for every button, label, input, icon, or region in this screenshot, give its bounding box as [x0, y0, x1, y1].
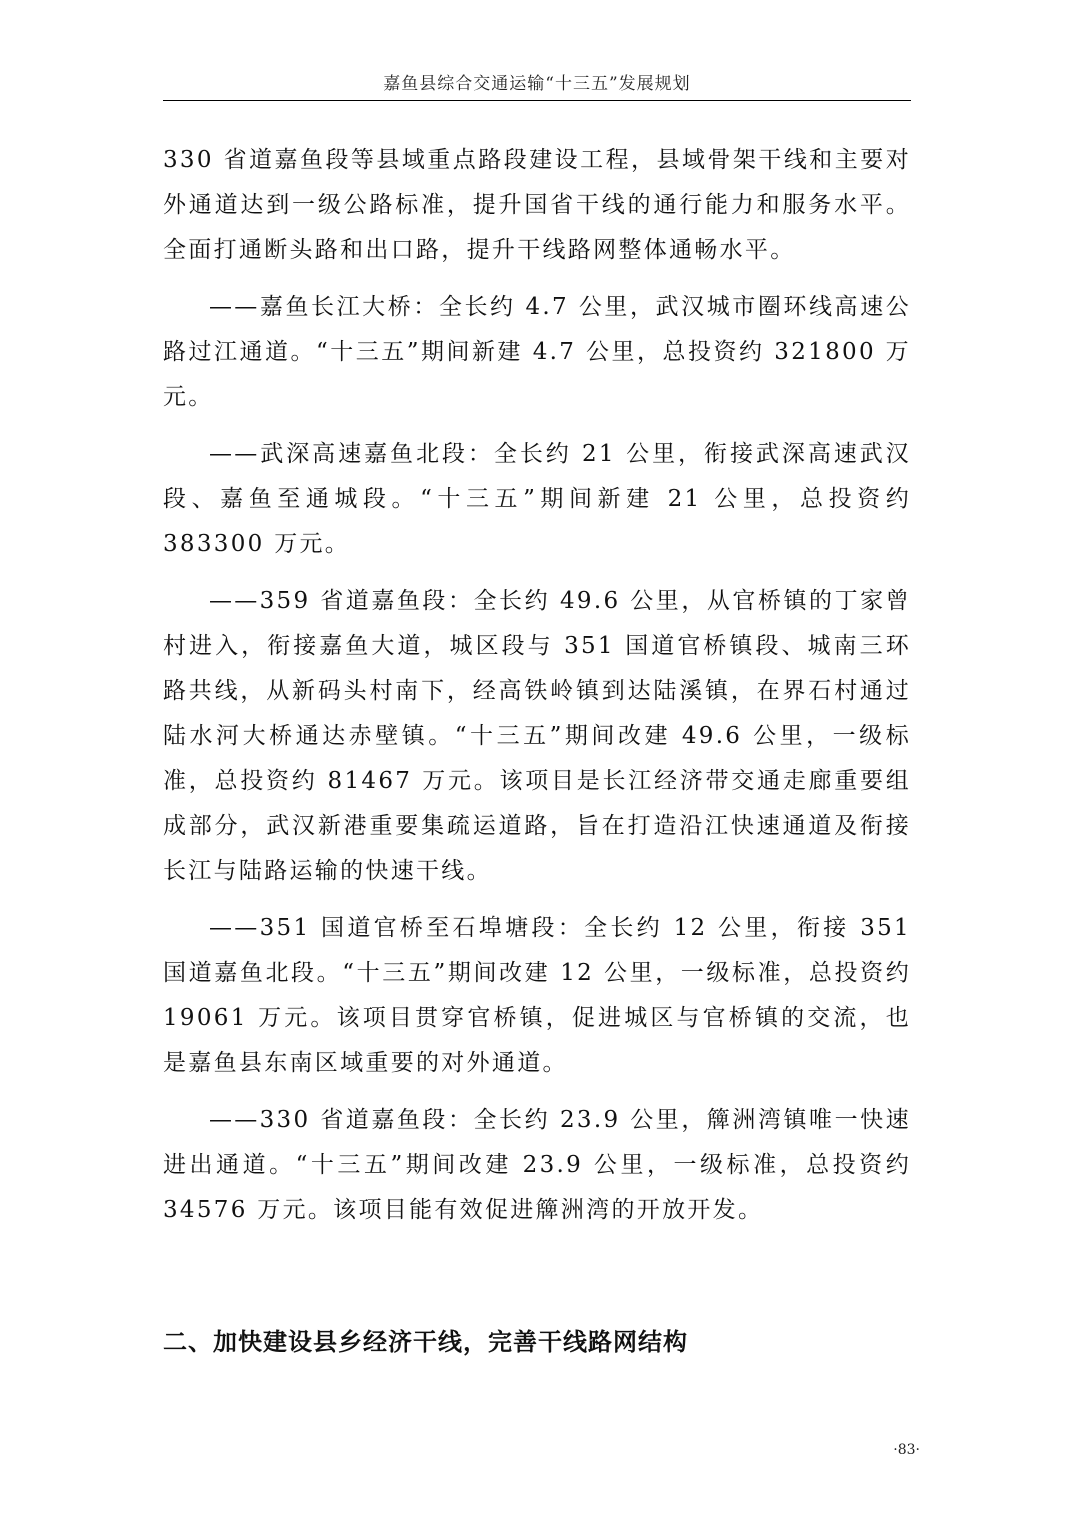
paragraph-s359-jiayu: ——359 省道嘉鱼段：全长约 49.6 公里，从官桥镇的丁家曾村进入，衔接嘉鱼大道，城区段与 351 国道官桥镇段、城南三环路共线，从新码头村南下，经高铁岭镇到达陆溪镇，在界石村通过陆水河大桥通达赤壁镇。“十三五”期间改建 49.6 公里，一级标准，总投资约 81467 万元。该项目是长江经济带交通走廊重要组成部分，武汉新港重要集疏运道路，旨在打造沿江快速通道及衔接长江与陆路运输的快速干线。 — [163, 588, 911, 884]
section-heading: 二、加快建设县乡经济干线，完善干线路网结构 — [163, 1328, 688, 1356]
paragraph-g351-guanqiao: ——351 国道官桥至石埠塘段：全长约 12 公里，衔接 351 国道嘉鱼北段。“十三五”期间改建 12 公里，一级标准，总投资约 19061 万元。该项目贯穿官桥镇，促进城区与官桥镇的交流，也是嘉鱼县东南区域重要的对外通道。 — [163, 915, 911, 1076]
page-number: ·83· — [893, 1442, 920, 1458]
paragraph-continuation: 330 省道嘉鱼段等县域重点路段建设工程，县域骨架干线和主要对外通道达到一级公路标准，提升国省干线的通行能力和服务水平。全面打通断头路和出口路，提升干线路网整体通畅水平。 — [163, 147, 911, 263]
page-header-title: 嘉鱼县综合交通运输“十三五”发展规划 — [383, 74, 691, 94]
paragraph-jiayu-yangtze-bridge: ——嘉鱼长江大桥：全长约 4.7 公里，武汉城市圈环线高速公路过江通道。“十三五”期间新建 4.7 公里，总投资约 321800 万元。 — [163, 294, 911, 410]
header-divider — [163, 100, 911, 101]
paragraph-wushen-expressway: ——武深高速嘉鱼北段：全长约 21 公里，衔接武深高速武汉段、嘉鱼至通城段。“十三五”期间新建 21 公里，总投资约 383300 万元。 — [163, 441, 911, 557]
document-body — [163, 138, 911, 1245]
paragraph-s330-jiayu: ——330 省道嘉鱼段：全长约 23.9 公里，簰洲湾镇唯一快速进出通道。“十三五”期间改建 23.9 公里，一级标准，总投资约 34576 万元。该项目能有效促进簰洲湾的开放开发。 — [163, 1107, 911, 1223]
